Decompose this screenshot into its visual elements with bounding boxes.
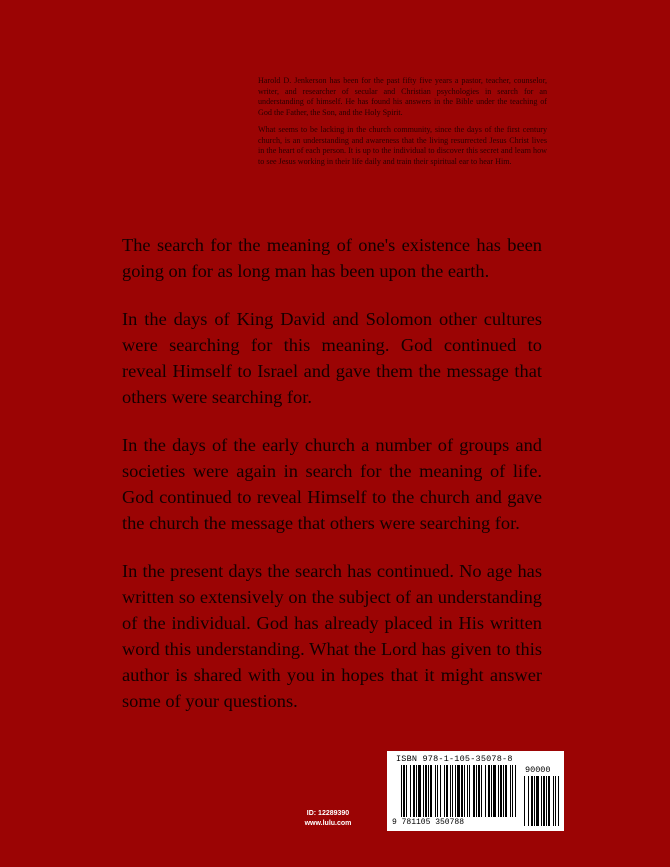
blurb-paragraph: The search for the meaning of one's existence has been going on for as long man has been upon the earth. xyxy=(122,235,542,281)
imprint-url: www.lulu.com xyxy=(304,820,352,827)
blurb-paragraph: In the present days the search has continued. No age has written so extensively on the subject of an understanding of the individual. God has already placed in His written word this understanding. What the Lord has given to this author is shared with you in hopes that it might answer some of your questions. xyxy=(122,561,542,711)
back-cover-blurb xyxy=(122,232,542,736)
bio-paragraph: What seems to be lacking in the church community, since the days of the first century church, is an understanding and awareness that the living resurrected Jesus Christ lives in the heart of each person. It is up to the individual to discover this secret and learn how to see Jesus working in their life daily and train their spiritual ear to hear Him. xyxy=(258,125,547,166)
author-bio xyxy=(258,76,547,174)
price-code: 90000 xyxy=(525,765,551,775)
ean-digits: 9 781105 350788 xyxy=(392,818,465,827)
imprint-id: ID: 12289390 xyxy=(306,810,350,817)
blurb-paragraph: In the days of the early church a number of groups and societies were again in search for the meaning of life. God continued to reveal Himself to the church and gave the church the message that others were searching for. xyxy=(122,435,542,533)
blurb-paragraph: In the days of King David and Solomon other cultures were searching for this meaning. God continued to reveal Himself to Israel and gave them the message that others were searching for. xyxy=(122,309,542,407)
bio-paragraph: Harold D. Jenkerson has been for the past fifty five years a pastor, teacher, counselor, writer, and researcher of secular and Christian psychologies in search for an understanding of himself. He has found his answers in the Bible under the teaching of God the Father, the Son, and the Holy Spirit. xyxy=(258,76,547,117)
publisher-imprint xyxy=(298,809,358,829)
isbn-barcode xyxy=(387,751,564,831)
isbn-label: ISBN 978-1-105-35078-8 xyxy=(396,754,513,764)
